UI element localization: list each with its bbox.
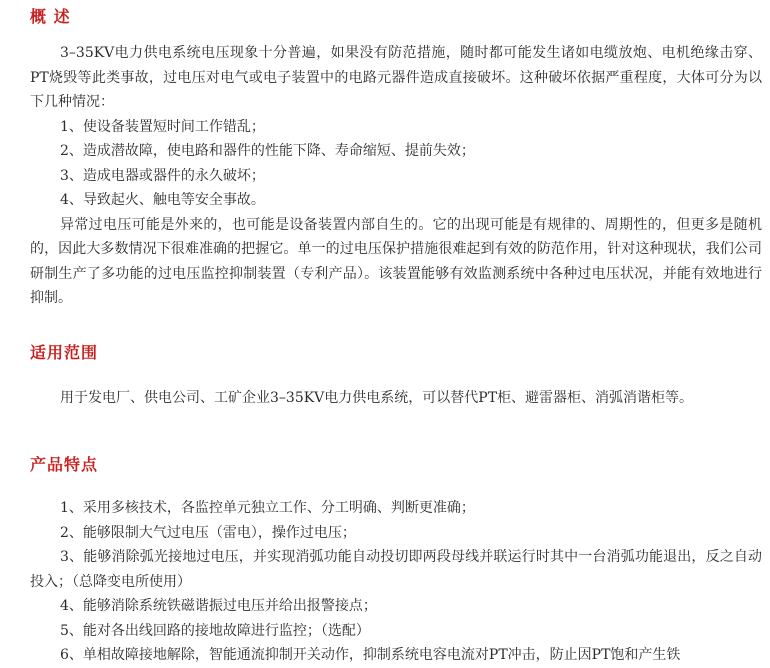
overview-heading: 概 述 <box>30 7 71 26</box>
overview-section <box>30 6 762 311</box>
overview-item-2: 2、造成潜故障，使电路和器件的性能下降、寿命缩短、提前失效； <box>60 143 475 159</box>
feature-item-6: 6、单相故障接地解除，智能通流抑制开关动作，抑制系统电容电流对PT冲击，防止因PT饱和产生铁 <box>60 647 681 663</box>
scope-text: 用于发电厂、供电公司、工矿企业3–35KV电力供电系统，可以替代PT柜、避雷器柜、消弧消谐柜等。 <box>60 390 694 406</box>
scope-heading: 适用范围 <box>30 343 99 362</box>
feature-item-5: 5、能对各出线回路的接地故障进行监控；（选配） <box>60 622 370 639</box>
overview-item-4: 4、导致起火、触电等安全事故。 <box>60 192 265 208</box>
features-section <box>30 454 762 668</box>
feature-item-3: 3、能够消除弧光接地过电压，并实现消弧功能自动投切即两段母线并联运行时其中一台消弧功能退出，反之自动投入；（总降变电所使用） <box>30 549 762 590</box>
overview-item-1: 1、使设备装置短时间工作错乱； <box>60 118 265 135</box>
overview-conclusion: 异常过电压可能是外来的，也可能是设备装置内部自生的。它的出现可能是有规律的、周期性的，但更多是随机的，因此大多数情况下很难准确的把握它。单一的过电压保护措施很难起到有效的防范作用，针对这种现状，我们公司研制生产了多功能的过电压监控抑制装置（专利产品）。该装置能够有效监测系统中各种过电压状况，并能有效地进行抑制。 <box>30 216 762 306</box>
feature-item-2: 2、能够限制大气过电压（雷电），操作过电压； <box>60 524 356 541</box>
overview-item-3: 3、造成电器或器件的永久破坏； <box>60 167 265 184</box>
feature-item-1: 1、采用多核技术，各监控单元独立工作、分工明确、判断更准确； <box>60 500 475 516</box>
features-heading: 产品特点 <box>30 455 99 474</box>
scope-section <box>30 342 762 411</box>
feature-item-4: 4、能够消除系统铁磁谐振过电压并给出报警接点； <box>60 598 377 614</box>
overview-intro: 3–35KV电力供电系统电压现象十分普遍，如果没有防范措施，随时都可能发生诸如电缆放炮、电机绝缘击穿、PT烧毁等此类事故，过电压对电气或电子装置中的电路元器件造成直接破坏。这种破坏依据严重程度，大体可分为以下几种情况： <box>30 45 762 110</box>
